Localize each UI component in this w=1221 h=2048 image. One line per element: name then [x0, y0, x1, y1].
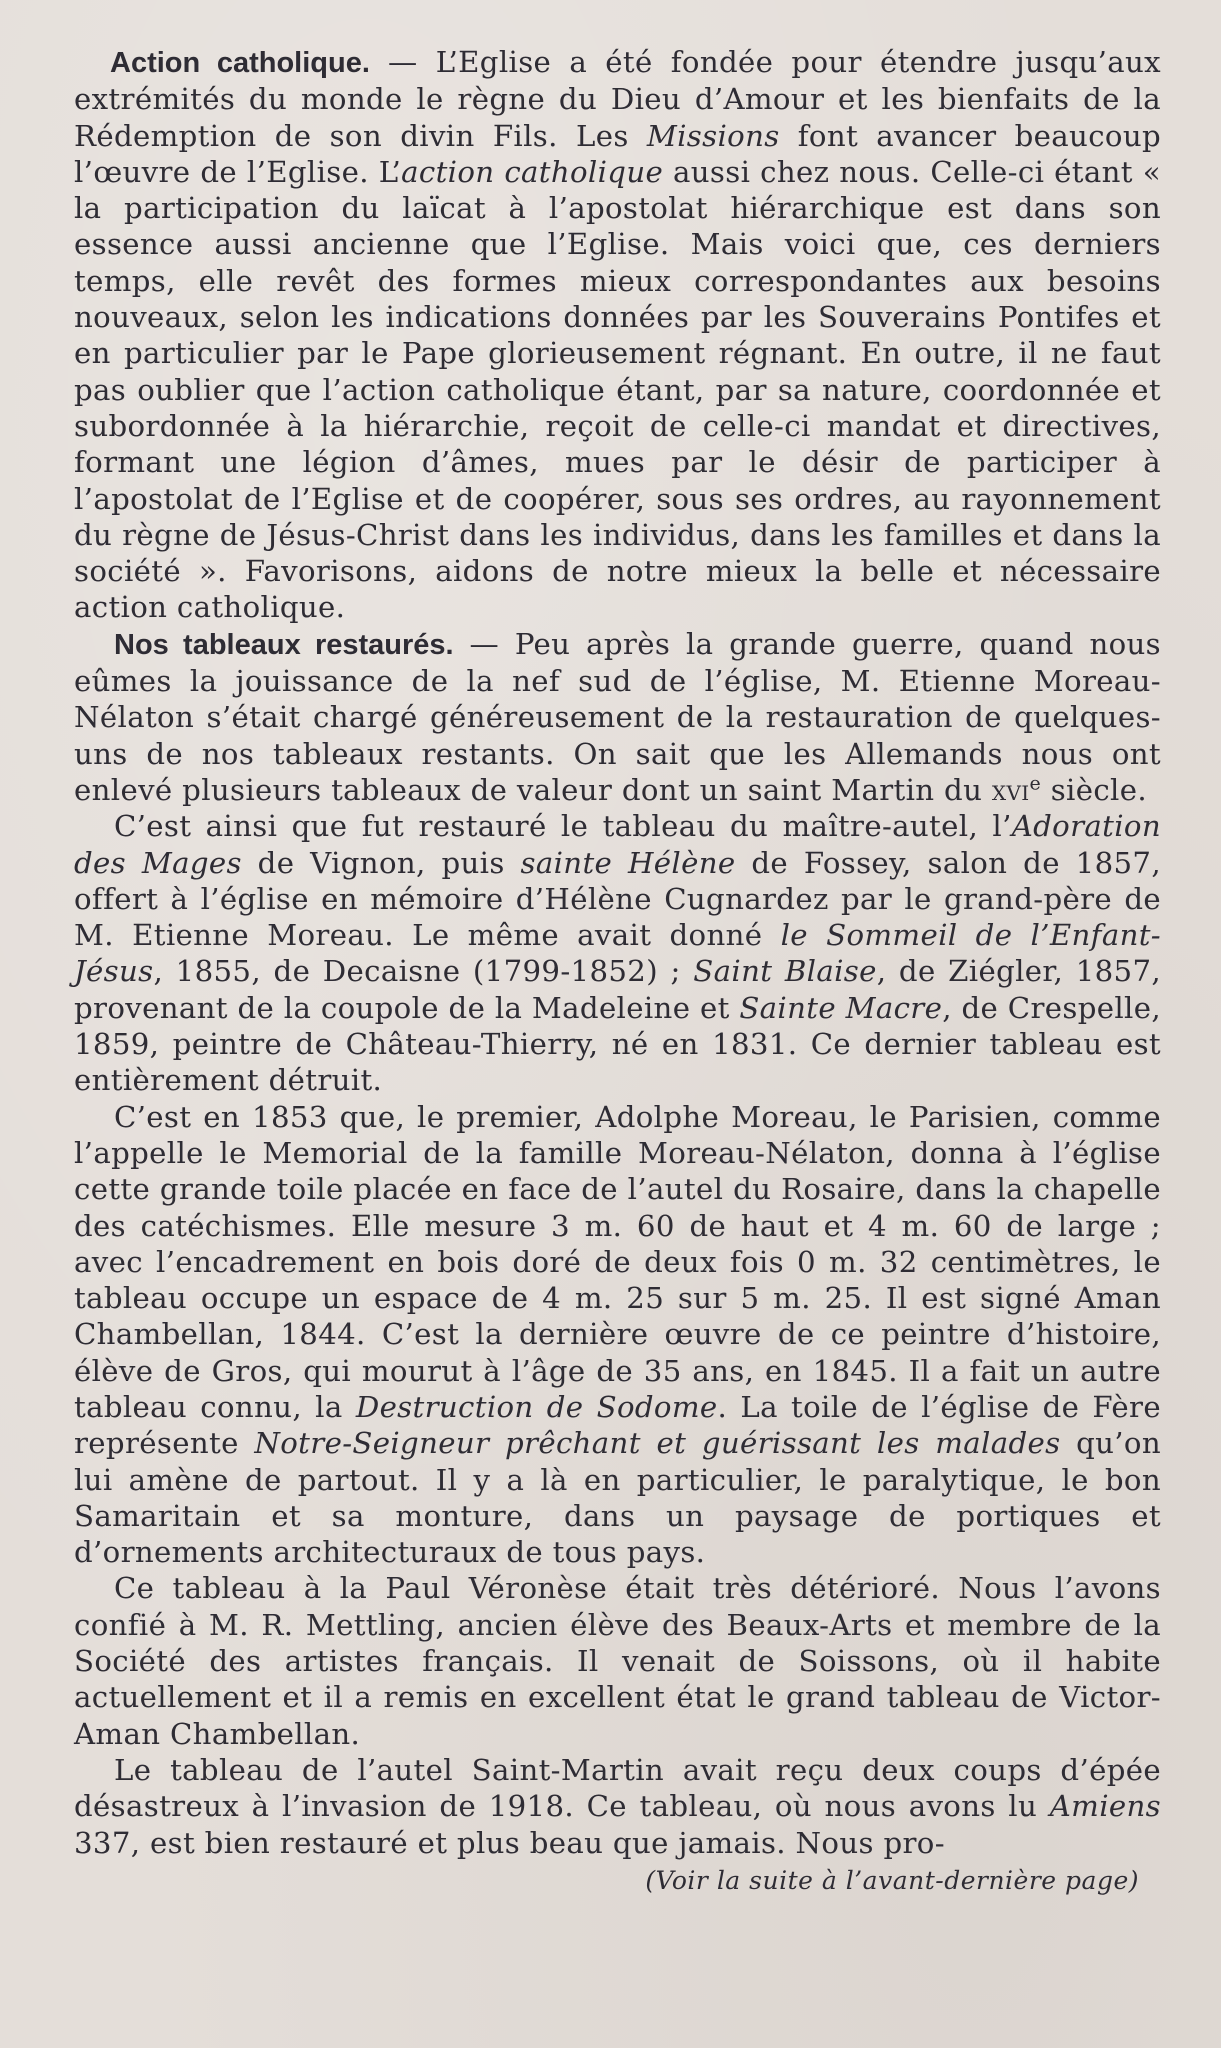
italic-run: le Sommeil de l’Enfant-Jésus — [74, 918, 1162, 989]
text-run: C’est ainsi que fut restauré le tableau du maître-autel, l’ — [114, 809, 1012, 844]
superscript: e — [1029, 772, 1042, 795]
paragraph-grande-toile — [74, 1099, 1161, 1571]
paragraph-tableaux-restaures — [74, 626, 1161, 808]
text-run: C’est en 1853 que, le premier, Adolphe Moreau, le Parisien, comme l’appelle le Memorial de la famille Moreau-Nélaton, donna à l’église cette grande toile placée en face de l’autel du Rosaire, dans la chapelle des catéchismes. Elle mesure 3 m. 60 de haut et 4 m. 60 de large ; avec l’encadrement en bois doré de deux fois 0 m. 32 centimètres, le tableau occupe un espace de 4 m. 25 sur 5 m. 25. Il est signé Aman Chambellan, 1844. C’est la dernière œuvre de ce peintre d’histoire, élève de Gros, qui mourut à l’âge de 35 ans, en 1845. Il a fait un autre tableau connu, la — [74, 1099, 1161, 1424]
heading-tableaux-restaures: Nos tableaux restaurés. — [114, 628, 454, 661]
separator: — — [369, 45, 436, 79]
text-run: Le tableau de l’autel Saint-Martin avait reçu deux coups d’épée désastreux à l’invasion de 1918. Ce tableau, où nous avons lu — [74, 1752, 1161, 1824]
italic-run: Destruction de Sodome — [355, 1389, 718, 1424]
paragraph-action-catholique — [74, 44, 1161, 626]
text-run: siècle. — [1041, 772, 1147, 807]
paragraph-maitre-autel — [74, 808, 1161, 1098]
text-run: , 1855, de Decaisne (1799-1852) ; — [153, 954, 694, 989]
body-text — [74, 44, 1161, 1899]
text-run: font avancer beaucoup l’œuvre de l’Eglise. L’ — [74, 118, 1161, 189]
paragraph-saint-martin — [74, 1752, 1161, 1861]
text-run: aussi chez nous. Celle-ci étant « la participation du laïcat à l’apostolat hiérarchique est dans son essence aussi ancienne que l’Eglise. Mais voici que, ces derniers temps, elle revêt des formes mieux correspondantes aux besoins nouveaux, selon les indications données par les Souverains Pontifes et en particulier par le Pape glorieusement régnant. En outre, il ne faut pas oublier que l’action catholique étant, par sa nature, coordonnée et subordonnée à la hiérarchie, reçoit de celle-ci mandat et directives, formant une légion d’âmes, mues par le désir de participer à l’apostolat de l’Eglise et de coopérer, sous ses ordres, au rayonnement du règne de Jésus-Christ dans les individus, dans les familles et dans la société ». Favorisons, aidons de notre mieux la belle et nécessaire action catholique. — [74, 154, 1161, 625]
text-run: de Vignon, puis — [241, 845, 521, 880]
italic-run: Missions — [646, 118, 780, 153]
italic-run: Notre-Seigneur prêchant et guérissant les malades — [254, 1426, 1061, 1461]
text-run: de Fossey, salon de 1857, offert à l’église en mémoire d’Hélène Cugnardez par le grand-père de M. Etienne Moreau. Le même avait donné — [74, 845, 1161, 953]
continuation-note: (Voir la suite à l’avant-dernière page) — [645, 1865, 1139, 1895]
text-run: Ce tableau à la Paul Véronèse était très détérioré. Nous l’avons confié à M. R. Mettling, ancien élève des Beaux-Arts et membre de la Société des artistes français. Il venait de Soissons, où il habite actuellement et il a remis en excellent état le grand tableau de Victor-Aman Chambellan. — [74, 1571, 1161, 1751]
text-run: 337, est bien restauré et plus beau que jamais. Nous pro- — [74, 1825, 945, 1860]
text-run: L’Eglise a été fondée pour étendre jusqu’aux extrémités du monde le règne du Dieu d’Amour et les bienfaits de la Rédemption de son divin Fils. Les — [74, 45, 1161, 153]
text-run: , de Crespelle, 1859, peintre de Château-Thierry, né en 1831. Ce dernier tableau est entièrement détruit. — [74, 990, 1161, 1098]
paragraph-veronese — [74, 1570, 1161, 1751]
italic-run: sainte Hélène — [520, 845, 736, 880]
italic-run: Amiens — [1049, 1789, 1161, 1824]
text-run: . La toile de l’église de Fère représente — [74, 1389, 1161, 1461]
italic-run: Sainte Macre — [739, 990, 943, 1025]
text-run: qu’on lui amène de partout. Il y a là en particulier, le paralytique, le bon Samaritain et sa monture, dans un paysage de portiques et d’ornements architecturaux de tous pays. — [74, 1426, 1161, 1570]
century-numeral: xvi — [991, 772, 1030, 807]
italic-run: Saint Blaise — [693, 954, 877, 989]
text-run: Peu après la grande guerre, quand nous eûmes la jouissance de la nef sud de l’église, M. Etienne Moreau-Nélaton s’était chargé généreusement de la restauration de quelques-uns de nos tableaux restants. On sait que les Allemands nous ont enlevé plusieurs tableaux de valeur dont un saint Martin du — [74, 626, 1161, 807]
heading-action-catholique: Action catholique. — [110, 47, 370, 79]
italic-run: Adoration des Mages — [74, 809, 1161, 880]
italic-run: action catholique — [401, 154, 664, 189]
separator: — — [453, 626, 515, 661]
text-run: , de Ziégler, 1857, provenant de la coupole de la Madeleine et — [74, 954, 1162, 1025]
